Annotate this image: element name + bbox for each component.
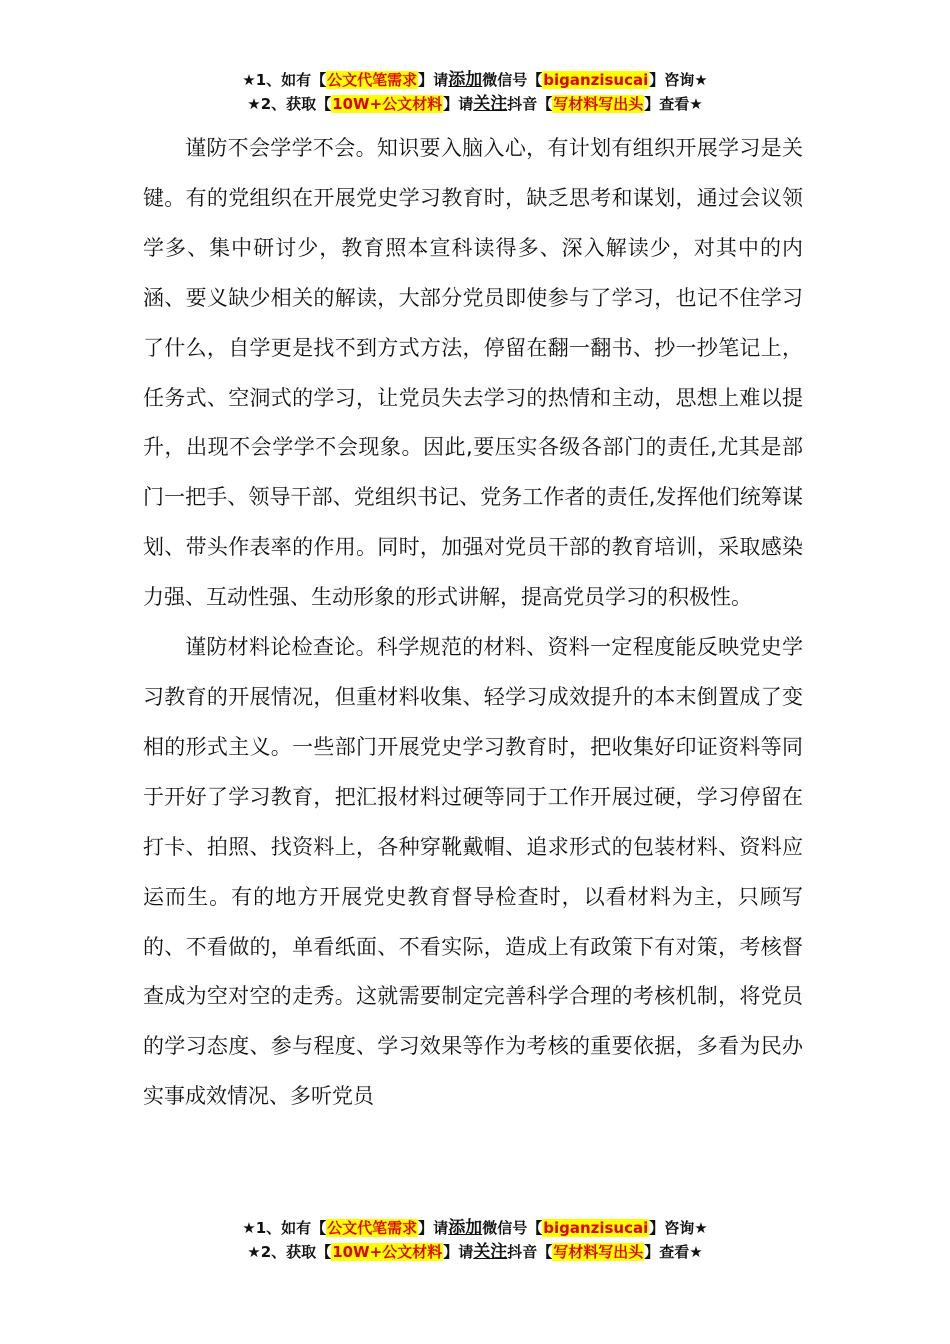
highlight-materials: 10W+公文材料 xyxy=(332,1243,443,1261)
paragraph: 谨防不会学学不会。知识要入脑入心，有计划有组织开展学习是关键。有的党组织在开展党史学习教育时，缺乏思考和谋划，通过会议领学多、集中研讨少，教育照本宣科读得多、深入解读少，对其中的内涵、要义缺少相关的解读，大部分党员即使参与了学习，也记不住学习了什么，自学更是找不到方式方法，停留在翻一翻书、抄一抄笔记上，任务式、空洞式的学习，让党员失去学习的热情和主动，思想上难以提升，出现不会学学不会现象。因此,要压实各级各部门的责任,尤其是部门一把手、领导干部、党组织书记、党务工作者的责任,发挥他们统筹谋划、带头作表率的作用。同时，加强对党员干部的教育培训，采取感染力强、互动性强、生动形象的形式讲解，提高党员学习的积极性。 xyxy=(143,136,803,610)
paragraph: 谨防材料论检查论。科学规范的材料、资料一定程度能反映党史学习教育的开展情况，但重材料收集、轻学习成效提升的本末倒置成了变相的形式主义。一些部门开展党史学习教育时，把收集好印证资料等同于开好了学习教育，把汇报材料过硬等同于工作开展过硬，学习停留在打卡、拍照、找资料上，各种穿靴戴帽、追求形式的包装材料、资料应运而生。有的地方开展党史教育督导检查时，以看材料为主，只顾写的、不看做的，单看纸面、不看实际，造成上有政策下有对策，考核督查成为空对空的走秀。这就需要制定完善科学合理的考核机制，将党员的学习态度、参与程度、学习效果等作为考核的重要依据，多看为民办实事成效情况、多听党员 xyxy=(143,635,803,1109)
highlight-douyin: 写材料写出头 xyxy=(553,1243,644,1261)
footer-line-1: ★1、如有【公文代笔需求】请添加微信号【biganzisucai】咨询★ xyxy=(242,1218,708,1238)
underline-add: 添加 xyxy=(448,70,483,90)
underline-follow: 关注 xyxy=(473,1242,508,1262)
header-line-2: ★2、获取【10W+公文材料】请关注抖音【写材料写出头】查看★ xyxy=(247,94,703,114)
underline-follow: 关注 xyxy=(473,94,508,114)
footer-banner xyxy=(0,1216,950,1264)
footer-line-2: ★2、获取【10W+公文材料】请关注抖音【写材料写出头】查看★ xyxy=(247,1242,703,1262)
highlight-service: 公文代笔需求 xyxy=(327,71,418,89)
header-line-1: ★1、如有【公文代笔需求】请添加微信号【biganzisucai】咨询★ xyxy=(242,70,708,90)
header-banner xyxy=(0,68,950,116)
highlight-materials: 10W+公文材料 xyxy=(332,95,443,113)
highlight-wechat-id: biganzisucai xyxy=(543,71,649,89)
highlight-douyin: 写材料写出头 xyxy=(553,95,644,113)
document-body xyxy=(143,124,803,1122)
highlight-service: 公文代笔需求 xyxy=(327,1219,418,1237)
underline-add: 添加 xyxy=(448,1218,483,1238)
highlight-wechat-id: biganzisucai xyxy=(543,1219,649,1237)
